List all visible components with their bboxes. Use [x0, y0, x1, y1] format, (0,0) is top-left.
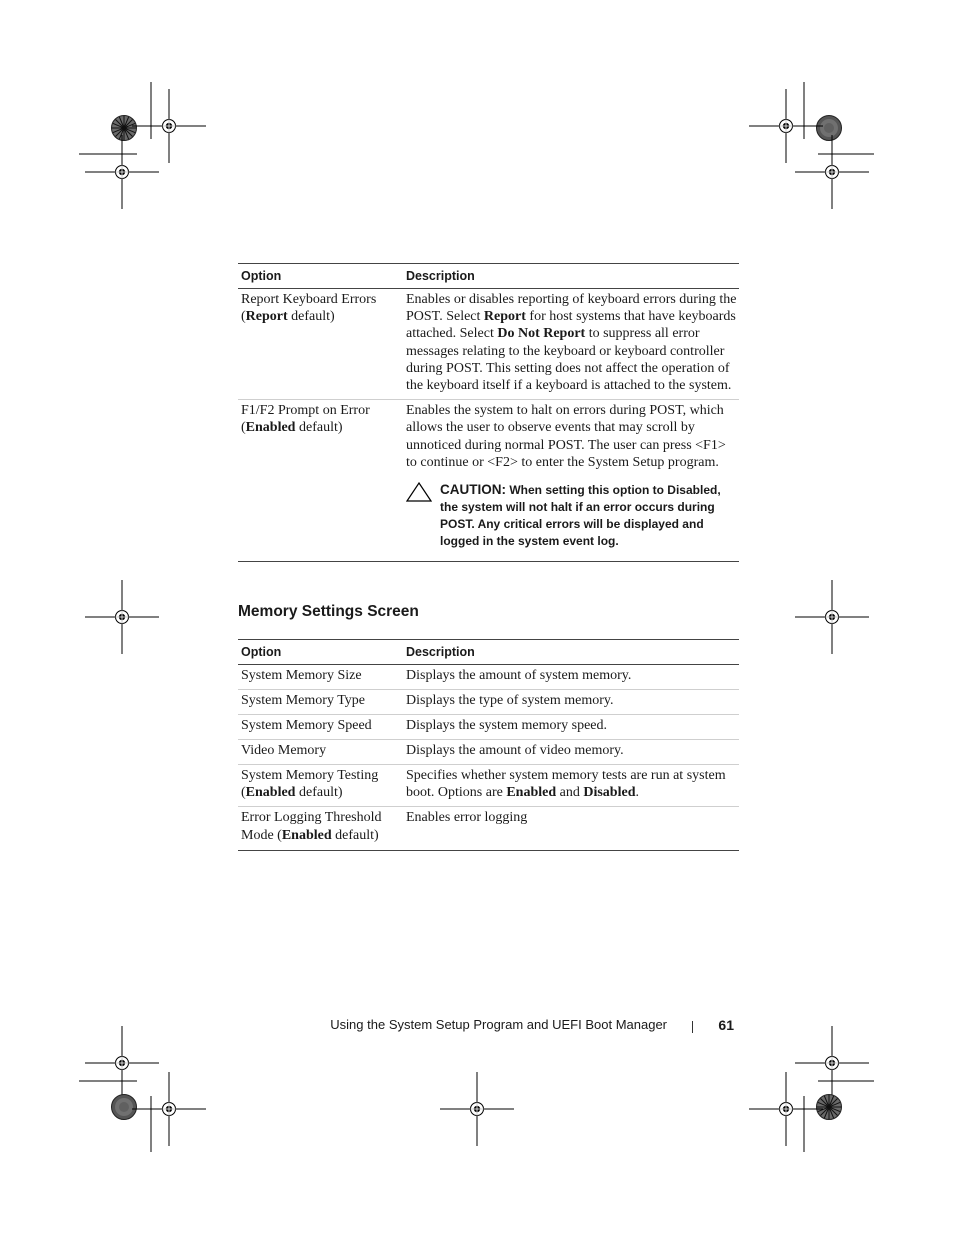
- page-number: 61: [718, 1017, 734, 1033]
- crosshair-mark-bottom-center: [440, 1072, 514, 1146]
- table-row: [238, 399, 739, 561]
- option-cell: Error Logging Threshold Mode (Enabled default): [241, 810, 382, 843]
- crosshair-mark-top-left: [132, 89, 206, 163]
- table-row: [238, 714, 739, 739]
- option-cell: System Memory Testing (Enabled default): [241, 768, 379, 801]
- crosshair-mark-bottom-left-2: [132, 1072, 206, 1146]
- crosshair-mark-mid-right: [795, 580, 869, 654]
- section-title: Memory Settings Screen: [238, 603, 419, 620]
- caution-triangle-icon: [406, 482, 432, 502]
- starburst-mark-bottom-right: [817, 1095, 842, 1120]
- crosshair-mark-bottom-right-2: [749, 1072, 823, 1146]
- option-cell: Report Keyboard Errors (Report default): [241, 292, 377, 325]
- caution-text: When setting this option to Disabled, the system will not halt if an error occurs during POST. Any critical errors will be displayed and logged in the system event log.: [440, 483, 721, 549]
- crosshair-mark-bottom-right: [795, 1026, 869, 1100]
- keyboard-options-table: [238, 263, 739, 562]
- option-cell: F1/F2 Prompt on Error (Enabled default): [241, 403, 370, 436]
- description-cell: Specifies whether system memory tests are run at system boot. Options are Enabled and Disabled.: [406, 768, 726, 801]
- starburst-mark-top-left: [112, 116, 137, 141]
- table-row: [238, 665, 739, 689]
- gray-disc-mark-top-right: [817, 116, 842, 141]
- footer-chapter-title: Using the System Setup Program and UEFI Boot Manager: [330, 1017, 667, 1032]
- crosshair-mark-mid-left: [85, 580, 159, 654]
- description-cell: Displays the amount of system memory.: [406, 668, 632, 683]
- column-header-option: Option: [241, 269, 282, 283]
- gray-disc-mark-bottom-left: [112, 1095, 137, 1120]
- column-header-option: Option: [241, 645, 282, 659]
- column-header-description: Description: [406, 645, 475, 659]
- description-cell: Enables error logging: [406, 810, 528, 826]
- table-row: [238, 739, 739, 764]
- page-footer: [300, 1015, 734, 1035]
- crosshair-mark-top-right-2: [795, 135, 869, 209]
- table-row: [238, 806, 739, 849]
- description-cell: Enables or disables reporting of keyboard errors during the POST. Select Report for host systems that have keyboards attached. Select Do Not Report to suppress all error messages relating to the keyboard or keyboard controller during POST. This setting does not affect the operation of the keyboard itself if a keyboard is attached to the system.: [406, 292, 737, 394]
- crosshair-mark-top-right: [749, 89, 823, 163]
- table-row: [238, 764, 739, 806]
- crosshair-mark-bottom-left: [85, 1026, 159, 1100]
- option-cell: Video Memory: [241, 743, 327, 758]
- description-cell: Displays the amount of video memory.: [406, 743, 624, 758]
- caution-note: [406, 481, 737, 550]
- description-cell: [403, 400, 739, 561]
- crosshair-mark-top-left-2: [85, 135, 159, 209]
- description-text: Enables the system to halt on errors during POST, which allows the user to observe events that may scroll by unnoticed during normal POST. The user can press <F1> to continue or <F2> to enter the System Setup program.: [406, 403, 726, 470]
- column-header-description: Description: [406, 269, 475, 283]
- description-cell: Displays the system memory speed.: [406, 718, 608, 733]
- footer-divider: [692, 1021, 693, 1033]
- option-cell: System Memory Size: [241, 668, 362, 683]
- caution-label: CAUTION:: [440, 482, 506, 498]
- table-header-row: [238, 264, 739, 289]
- option-cell: System Memory Speed: [241, 718, 372, 733]
- option-cell: System Memory Type: [241, 693, 365, 708]
- table-row: [238, 289, 739, 399]
- table-header-row: [238, 640, 739, 665]
- description-cell: Displays the type of system memory.: [406, 693, 614, 708]
- table-row: [238, 689, 739, 714]
- memory-settings-table: [238, 639, 739, 851]
